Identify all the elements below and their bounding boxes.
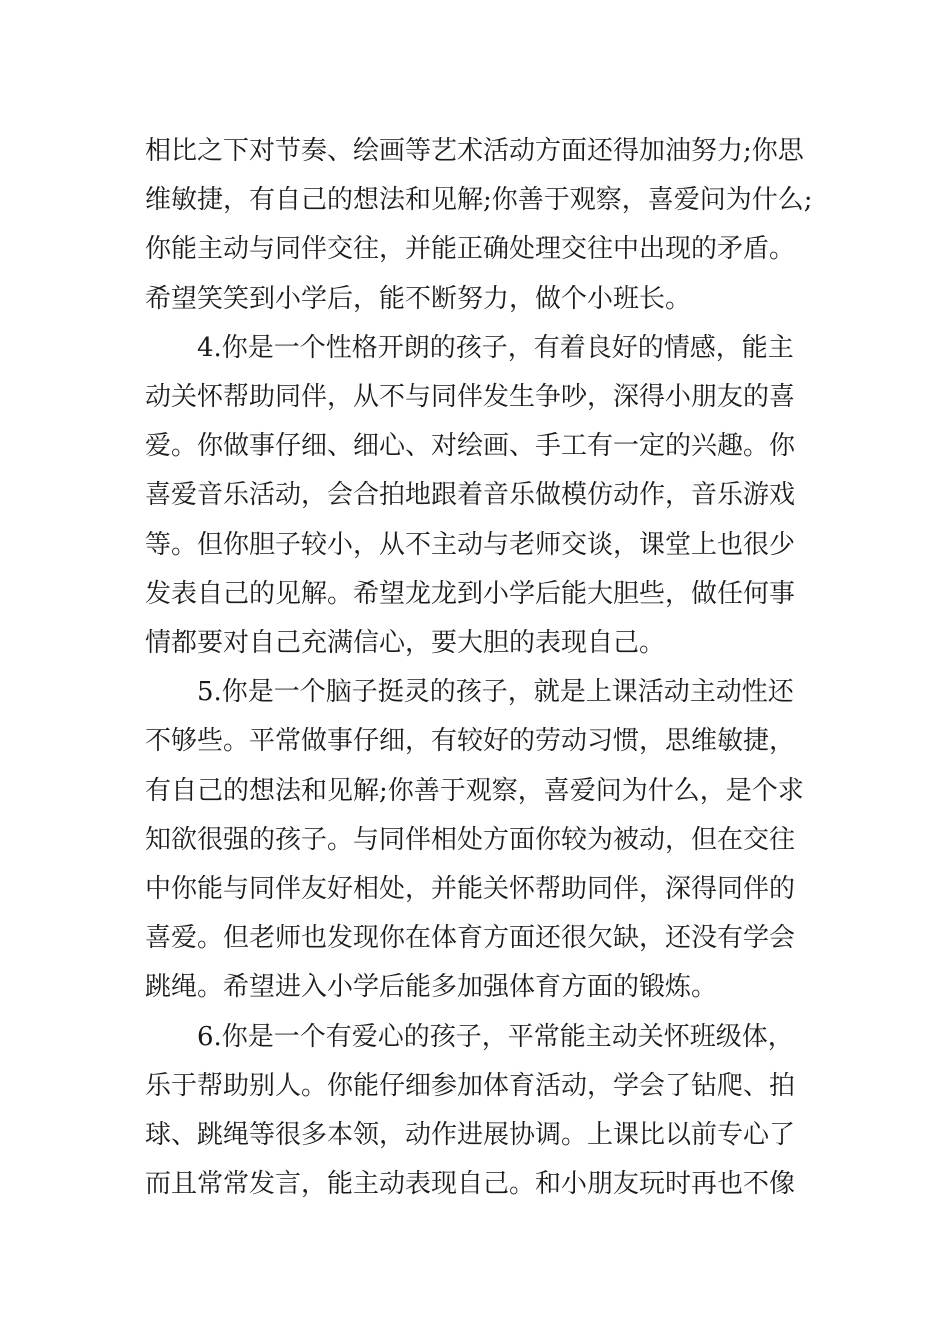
text-line: 喜爱。但老师也发现你在体育方面还很欠缺，还没有学会: [145, 923, 796, 954]
text-line: 而且常常发言，能主动表现自己。和小朋友玩时再也不像: [145, 1169, 796, 1200]
text-line: 知欲很强的孩子。与同伴相处方面你较为被动，但在交往: [145, 824, 796, 855]
text-line: 相比之下对节奏、绘画等艺术活动方面还得加油努力;你思: [145, 136, 804, 166]
text-line: 你能主动与同伴交往，并能正确处理交往中出现的矛盾。: [145, 234, 796, 265]
paragraph-6-first-line: 6.你是一个有爱心的孩子，平常能主动关怀班级体，: [197, 1021, 794, 1052]
paragraph-4-first-line: 4.你是一个性格开朗的孩子，有着良好的情感，能主: [197, 332, 794, 363]
text-line: 动关怀帮助同伴，从不与同伴发生争吵，深得小朋友的喜: [145, 382, 796, 413]
document-body: [145, 127, 815, 1209]
text-line: 中你能与同伴友好相处，并能关怀帮助同伴，深得同伴的: [145, 874, 796, 905]
text-line: 情都要对自己充满信心，要大胆的表现自己。: [145, 628, 666, 659]
text-line: 发表自己的见解。希望龙龙到小学后能大胆些，做任何事: [145, 578, 796, 609]
text-line: 乐于帮助别人。你能仔细参加体育活动，学会了钻爬、拍: [145, 1070, 796, 1101]
text-line: 维敏捷，有自己的想法和见解;你善于观察，喜爱问为什么;: [145, 185, 813, 216]
text-line: 不够些。平常做事仔细，有较好的劳动习惯，思维敏捷，: [145, 726, 796, 757]
text-line: 希望笑笑到小学后，能不断努力，做个小班长。: [145, 283, 692, 314]
text-line: 爱。你做事仔细、细心、对绘画、手工有一定的兴趣。你: [145, 431, 796, 462]
text-line: 有自己的想法和见解;你善于观察，喜爱问为什么，是个求: [145, 775, 804, 806]
text-line: 跳绳。希望进入小学后能多加强体育方面的锻炼。: [145, 972, 718, 1003]
text-line: 等。但你胆子较小，从不主动与老师交谈，课堂上也很少: [145, 529, 796, 560]
paragraph-5-first-line: 5.你是一个脑子挺灵的孩子，就是上课活动主动性还: [197, 677, 794, 708]
text-line: 喜爱音乐活动，会合拍地跟着音乐做模仿动作，音乐游戏: [145, 480, 796, 511]
text-line: 球、跳绳等很多本领，动作进展协调。上课比以前专心了: [145, 1120, 796, 1151]
